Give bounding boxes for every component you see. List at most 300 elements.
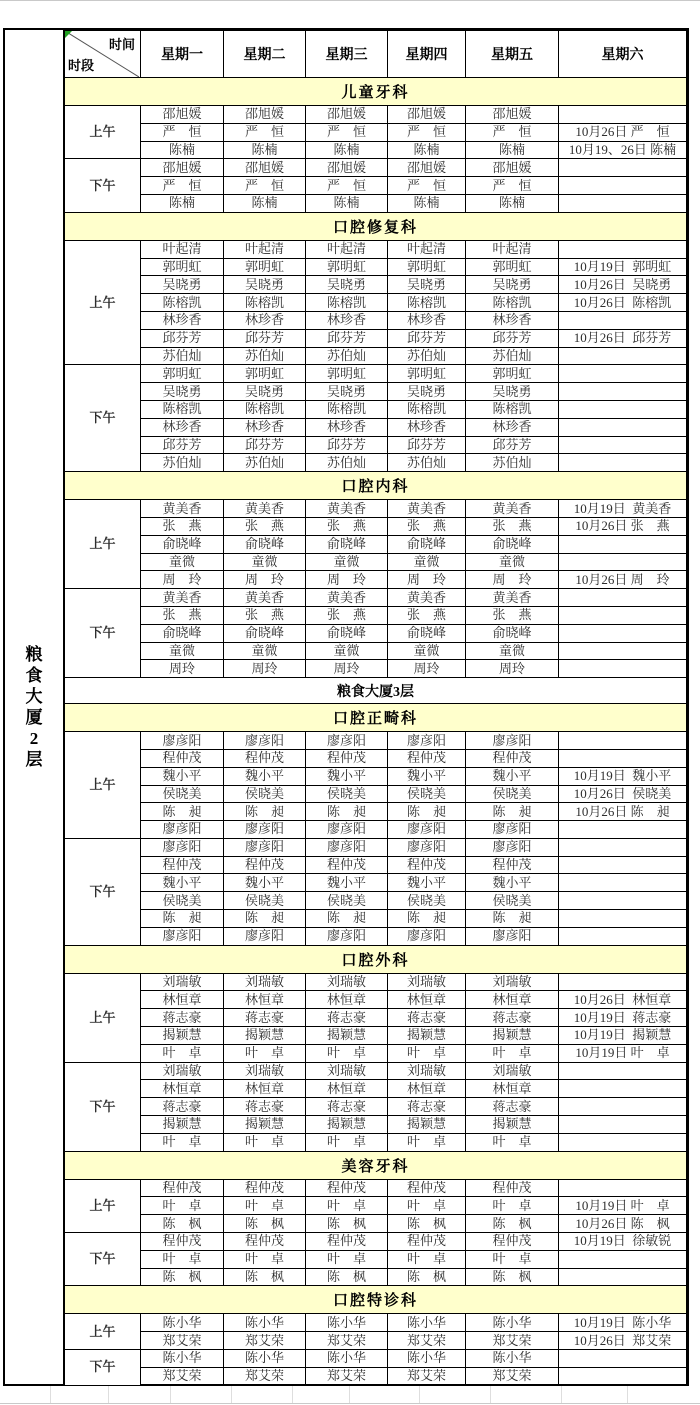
- doctor-cell: 程仲茂: [306, 1233, 388, 1251]
- doctor-cell: 程仲茂: [141, 856, 224, 874]
- doctor-cell: 程仲茂: [388, 1179, 466, 1197]
- saturday-cell: 10月19日 徐敏锐: [559, 1233, 687, 1251]
- doctor-cell: 林珍香: [306, 311, 388, 329]
- doctor-cell: 苏伯灿: [388, 347, 466, 365]
- doctor-cell: 童微: [306, 553, 388, 571]
- day-header-5: 星期五: [466, 31, 559, 78]
- section-header: 口腔修复科: [65, 212, 687, 240]
- doctor-cell: 童微: [141, 642, 224, 660]
- doctor-cell: 程仲茂: [388, 856, 466, 874]
- doctor-cell: 廖彦阳: [388, 838, 466, 856]
- saturday-cell: [559, 383, 687, 401]
- doctor-cell: 林珍香: [224, 311, 306, 329]
- doctor-cell: 林珍香: [388, 418, 466, 436]
- doctor-cell: 林恒章: [141, 991, 224, 1009]
- doctor-cell: 陈 枫: [466, 1268, 559, 1286]
- doctor-cell: 邵旭媛: [141, 159, 224, 177]
- saturday-cell: [559, 838, 687, 856]
- doctor-cell: 廖彦阳: [224, 821, 306, 839]
- doctor-cell: 叶 卓: [141, 1133, 224, 1151]
- doctor-cell: 童微: [466, 642, 559, 660]
- doctor-cell: 揭颖慧: [388, 1116, 466, 1134]
- doctor-cell: 叶 卓: [141, 1197, 224, 1215]
- saturday-cell: [559, 365, 687, 383]
- section-header: 口腔内科: [65, 472, 687, 500]
- section-header: 口腔特诊科: [65, 1286, 687, 1314]
- doctor-cell: 陈小华: [141, 1350, 224, 1368]
- doctor-cell: 严 恒: [224, 123, 306, 141]
- doctor-cell: 叶 卓: [466, 1197, 559, 1215]
- doctor-cell: 俞晓峰: [388, 624, 466, 642]
- doctor-cell: 邵旭媛: [466, 159, 559, 177]
- doctor-cell: 严 恒: [388, 177, 466, 195]
- doctor-cell: 严 恒: [141, 177, 224, 195]
- doctor-cell: 陈楠: [141, 194, 224, 212]
- doctor-cell: 揭颖慧: [224, 1116, 306, 1134]
- saturday-cell: [559, 194, 687, 212]
- doctor-cell: 陈榕凯: [224, 294, 306, 312]
- doctor-cell: 苏伯灿: [388, 454, 466, 472]
- doctor-cell: 郭明虹: [388, 365, 466, 383]
- time-cell-pm: 下午: [65, 1062, 141, 1151]
- doctor-cell: 周 玲: [224, 571, 306, 589]
- doctor-cell: 廖彦阳: [306, 838, 388, 856]
- saturday-cell: [559, 1098, 687, 1116]
- doctor-cell: 陈 昶: [306, 910, 388, 928]
- section-header: 儿童牙科: [65, 78, 687, 106]
- section-header: 口腔外科: [65, 945, 687, 973]
- doctor-cell: 张 燕: [306, 606, 388, 624]
- doctor-cell: 陈 枫: [388, 1215, 466, 1233]
- doctor-cell: 邱芬芳: [466, 329, 559, 347]
- doctor-cell: 林珍香: [388, 311, 466, 329]
- doctor-cell: 周玲: [388, 660, 466, 678]
- doctor-cell: 郭明虹: [306, 258, 388, 276]
- saturday-cell: [559, 1179, 687, 1197]
- schedule-table-frame: [3, 28, 689, 1386]
- doctor-cell: 陈榕凯: [306, 400, 388, 418]
- doctor-cell: 林恒章: [466, 1080, 559, 1098]
- building-label-char: 食: [25, 666, 43, 685]
- doctor-cell: 陈 枫: [306, 1215, 388, 1233]
- doctor-cell: 吴晓勇: [466, 383, 559, 401]
- saturday-cell: [559, 418, 687, 436]
- doctor-cell: 刘瑞敏: [388, 973, 466, 991]
- doctor-cell: 陈小华: [306, 1314, 388, 1332]
- saturday-cell: [559, 1350, 687, 1368]
- doctor-cell: 揭颖慧: [141, 1027, 224, 1045]
- doctor-cell: 郭明虹: [141, 365, 224, 383]
- doctor-cell: 邱芬芳: [388, 436, 466, 454]
- doctor-cell: 黄美香: [141, 500, 224, 518]
- doctor-cell: 邵旭媛: [224, 159, 306, 177]
- doctor-cell: 蒋志豪: [388, 1009, 466, 1027]
- doctor-cell: 黄美香: [306, 589, 388, 607]
- table-header-row: [65, 31, 687, 78]
- doctor-cell: 叶 卓: [224, 1044, 306, 1062]
- doctor-cell: 叶 卓: [306, 1044, 388, 1062]
- saturday-cell: [559, 240, 687, 258]
- doctor-cell: 陈小华: [141, 1314, 224, 1332]
- doctor-cell: 苏伯灿: [224, 454, 306, 472]
- doctor-cell: 侯晓美: [141, 892, 224, 910]
- doctor-cell: 刘瑞敏: [306, 1062, 388, 1080]
- saturday-cell: [559, 1367, 687, 1385]
- schedule-table-wrap: [64, 30, 687, 1384]
- excel-marker-icon: [65, 31, 72, 38]
- building-label-char: 粮: [25, 645, 43, 664]
- saturday-cell: [559, 660, 687, 678]
- doctor-cell: 邱芬芳: [141, 436, 224, 454]
- doctor-cell: 叶 卓: [306, 1250, 388, 1268]
- doctor-cell: 陈小华: [224, 1350, 306, 1368]
- doctor-cell: 揭颖慧: [466, 1116, 559, 1134]
- doctor-cell: 叶 卓: [466, 1133, 559, 1151]
- doctor-cell: 邵旭媛: [388, 159, 466, 177]
- doctor-cell: 叶起清: [306, 240, 388, 258]
- doctor-cell: 侯晓美: [466, 785, 559, 803]
- doctor-cell: 蒋志豪: [466, 1098, 559, 1116]
- doctor-cell: 程仲茂: [466, 1179, 559, 1197]
- doctor-cell: 邱芬芳: [224, 436, 306, 454]
- doctor-cell: 黄美香: [388, 500, 466, 518]
- time-cell-am: 上午: [65, 1179, 141, 1232]
- day-header-3: 星期三: [306, 31, 388, 78]
- doctor-cell: 蒋志豪: [141, 1009, 224, 1027]
- doctor-cell: 邵旭媛: [141, 106, 224, 124]
- doctor-cell: 陈 枫: [306, 1268, 388, 1286]
- doctor-cell: 陈 枫: [466, 1215, 559, 1233]
- doctor-cell: 黄美香: [466, 589, 559, 607]
- grid-line: [50, 1386, 51, 1404]
- doctor-cell: 程仲茂: [141, 1179, 224, 1197]
- doctor-cell: 魏小平: [306, 874, 388, 892]
- doctor-cell: 邵旭媛: [306, 106, 388, 124]
- doctor-cell: 刘瑞敏: [466, 1062, 559, 1080]
- doctor-cell: 童微: [306, 642, 388, 660]
- doctor-cell: 苏伯灿: [141, 347, 224, 365]
- saturday-cell: [559, 606, 687, 624]
- doctor-cell: 陈小华: [466, 1350, 559, 1368]
- doctor-cell: 陈 枫: [141, 1268, 224, 1286]
- doctor-cell: 侯晓美: [224, 892, 306, 910]
- doctor-cell: 侯晓美: [388, 892, 466, 910]
- doctor-cell: 陈楠: [306, 141, 388, 159]
- saturday-cell: [559, 821, 687, 839]
- doctor-cell: 童微: [388, 553, 466, 571]
- saturday-cell: 10月19日 蒋志豪: [559, 1009, 687, 1027]
- doctor-cell: 吴晓勇: [466, 276, 559, 294]
- saturday-cell: [559, 732, 687, 750]
- doctor-cell: 邱芬芳: [466, 436, 559, 454]
- doctor-cell: 周玲: [224, 660, 306, 678]
- time-cell-pm: 下午: [65, 1350, 141, 1386]
- doctor-cell: 吴晓勇: [306, 276, 388, 294]
- doctor-cell: 周玲: [306, 660, 388, 678]
- doctor-cell: 程仲茂: [466, 1233, 559, 1251]
- doctor-cell: 陈楠: [224, 194, 306, 212]
- doctor-cell: 廖彦阳: [466, 838, 559, 856]
- doctor-cell: 张 燕: [224, 517, 306, 535]
- doctor-cell: 刘瑞敏: [141, 973, 224, 991]
- doctor-cell: 苏伯灿: [141, 454, 224, 472]
- doctor-cell: 陈楠: [141, 141, 224, 159]
- saturday-cell: [559, 347, 687, 365]
- day-header-1: 星期一: [141, 31, 224, 78]
- doctor-cell: 陈榕凯: [388, 400, 466, 418]
- doctor-cell: 郭明虹: [466, 365, 559, 383]
- doctor-cell: 陈榕凯: [141, 294, 224, 312]
- doctor-cell: 严 恒: [306, 177, 388, 195]
- doctor-cell: 叶 卓: [306, 1197, 388, 1215]
- doctor-cell: 程仲茂: [141, 1233, 224, 1251]
- doctor-cell: 陈楠: [306, 194, 388, 212]
- doctor-cell: 黄美香: [141, 589, 224, 607]
- saturday-cell: 10月26日 陈 枫: [559, 1215, 687, 1233]
- doctor-cell: 郑艾荣: [141, 1367, 224, 1385]
- grid-line: [0, 0, 700, 1]
- doctor-cell: 苏伯灿: [306, 347, 388, 365]
- doctor-cell: 陈楠: [466, 141, 559, 159]
- doctor-cell: 林珍香: [141, 418, 224, 436]
- doctor-cell: 黄美香: [306, 500, 388, 518]
- doctor-cell: 郭明虹: [388, 258, 466, 276]
- grid-line: [108, 1386, 109, 1404]
- doctor-cell: 邱芬芳: [388, 329, 466, 347]
- doctor-cell: 俞晓峰: [466, 535, 559, 553]
- saturday-cell: [559, 106, 687, 124]
- doctor-cell: 陈小华: [306, 1350, 388, 1368]
- doctor-cell: 林恒章: [466, 991, 559, 1009]
- saturday-cell: 10月26日 邱芬芳: [559, 329, 687, 347]
- doctor-cell: 蒋志豪: [224, 1098, 306, 1116]
- doctor-cell: 郑艾荣: [466, 1367, 559, 1385]
- doctor-cell: 苏伯灿: [306, 454, 388, 472]
- doctor-cell: 周 玲: [466, 571, 559, 589]
- doctor-cell: 周 玲: [388, 571, 466, 589]
- doctor-cell: 陈小华: [466, 1314, 559, 1332]
- saturday-cell: 10月19、26日 陈楠: [559, 141, 687, 159]
- doctor-cell: 苏伯灿: [466, 454, 559, 472]
- doctor-cell: 刘瑞敏: [388, 1062, 466, 1080]
- doctor-cell: 魏小平: [466, 767, 559, 785]
- doctor-cell: 黄美香: [388, 589, 466, 607]
- doctor-cell: 陈 昶: [388, 910, 466, 928]
- doctor-cell: 林恒章: [224, 991, 306, 1009]
- doctor-cell: 林恒章: [388, 1080, 466, 1098]
- doctor-cell: 陈 昶: [388, 803, 466, 821]
- saturday-cell: 10月26日 吴晓勇: [559, 276, 687, 294]
- saturday-cell: 10月26日 陈榕凯: [559, 294, 687, 312]
- doctor-cell: 郑艾荣: [306, 1332, 388, 1350]
- time-cell-am: 上午: [65, 500, 141, 589]
- doctor-cell: 叶起清: [388, 240, 466, 258]
- time-cell-am: 上午: [65, 240, 141, 365]
- doctor-cell: 黄美香: [224, 589, 306, 607]
- time-cell-pm: 下午: [65, 159, 141, 212]
- doctor-cell: 魏小平: [388, 874, 466, 892]
- doctor-cell: 林恒章: [388, 991, 466, 1009]
- doctor-cell: 陈 昶: [141, 803, 224, 821]
- doctor-cell: 吴晓勇: [141, 276, 224, 294]
- building-label-char: 2: [29, 729, 39, 748]
- saturday-cell: [559, 642, 687, 660]
- doctor-cell: 侯晓美: [306, 785, 388, 803]
- doctor-cell: 张 燕: [141, 606, 224, 624]
- doctor-cell: 侯晓美: [388, 785, 466, 803]
- saturday-cell: [559, 874, 687, 892]
- doctor-cell: 俞晓峰: [141, 535, 224, 553]
- grid-line: [627, 1386, 628, 1404]
- doctor-cell: 廖彦阳: [141, 732, 224, 750]
- doctor-cell: 陈 枫: [224, 1268, 306, 1286]
- doctor-cell: 陈榕凯: [466, 400, 559, 418]
- doctor-cell: 廖彦阳: [224, 838, 306, 856]
- doctor-cell: 林珍香: [224, 418, 306, 436]
- doctor-cell: 俞晓峰: [306, 624, 388, 642]
- doctor-cell: 廖彦阳: [466, 821, 559, 839]
- doctor-cell: 廖彦阳: [141, 821, 224, 839]
- doctor-cell: 张 燕: [466, 517, 559, 535]
- doctor-cell: 陈楠: [466, 194, 559, 212]
- doctor-cell: 叶 卓: [388, 1250, 466, 1268]
- doctor-cell: 魏小平: [141, 767, 224, 785]
- doctor-cell: 叶 卓: [388, 1197, 466, 1215]
- doctor-cell: 吴晓勇: [388, 276, 466, 294]
- doctor-cell: 俞晓峰: [466, 624, 559, 642]
- doctor-cell: 程仲茂: [224, 856, 306, 874]
- doctor-cell: 张 燕: [466, 606, 559, 624]
- doctor-cell: 周 玲: [306, 571, 388, 589]
- doctor-cell: 刘瑞敏: [306, 973, 388, 991]
- doctor-cell: 叶 卓: [388, 1044, 466, 1062]
- doctor-cell: 张 燕: [306, 517, 388, 535]
- doctor-cell: 周玲: [141, 660, 224, 678]
- saturday-cell: [559, 749, 687, 767]
- saturday-cell: [559, 177, 687, 195]
- doctor-cell: 程仲茂: [388, 1233, 466, 1251]
- doctor-cell: 郑艾荣: [141, 1332, 224, 1350]
- doctor-cell: 郭明虹: [306, 365, 388, 383]
- saturday-cell: [559, 892, 687, 910]
- doctor-cell: 叶 卓: [306, 1133, 388, 1151]
- day-header-4: 星期四: [388, 31, 466, 78]
- doctor-cell: 陈小华: [224, 1314, 306, 1332]
- time-cell-am: 上午: [65, 1314, 141, 1350]
- saturday-cell: [559, 856, 687, 874]
- schedule-table: [64, 30, 687, 1386]
- corner-label-time: 时间: [108, 37, 135, 52]
- saturday-cell: [559, 553, 687, 571]
- section-header: 美容牙科: [65, 1151, 687, 1179]
- doctor-cell: 俞晓峰: [388, 535, 466, 553]
- section-header: 口腔正畸科: [65, 704, 687, 732]
- doctor-cell: 程仲茂: [224, 1233, 306, 1251]
- doctor-cell: 林珍香: [141, 311, 224, 329]
- doctor-cell: 陈 昶: [224, 910, 306, 928]
- doctor-cell: 侯晓美: [466, 892, 559, 910]
- doctor-cell: 严 恒: [141, 123, 224, 141]
- doctor-cell: 叶 卓: [224, 1250, 306, 1268]
- doctor-cell: 吴晓勇: [141, 383, 224, 401]
- saturday-cell: [559, 1080, 687, 1098]
- doctor-cell: 叶 卓: [224, 1197, 306, 1215]
- doctor-cell: 陈 昶: [306, 803, 388, 821]
- doctor-cell: 陈楠: [224, 141, 306, 159]
- doctor-cell: 苏伯灿: [466, 347, 559, 365]
- saturday-cell: [559, 624, 687, 642]
- doctor-cell: 吴晓勇: [388, 383, 466, 401]
- doctor-cell: 叶 卓: [141, 1250, 224, 1268]
- doctor-cell: 叶起清: [224, 240, 306, 258]
- time-cell-pm: 下午: [65, 1233, 141, 1286]
- saturday-cell: [559, 436, 687, 454]
- saturday-cell: 10月19日 揭颖慧: [559, 1027, 687, 1045]
- doctor-cell: 叶 卓: [466, 1250, 559, 1268]
- doctor-cell: 廖彦阳: [388, 927, 466, 945]
- doctor-cell: 陈 昶: [224, 803, 306, 821]
- doctor-cell: 刘瑞敏: [224, 973, 306, 991]
- doctor-cell: 程仲茂: [306, 1179, 388, 1197]
- doctor-cell: 郑艾荣: [224, 1367, 306, 1385]
- doctor-cell: 吴晓勇: [224, 276, 306, 294]
- building-label: [5, 30, 64, 1384]
- doctor-cell: 侯晓美: [224, 785, 306, 803]
- doctor-cell: 刘瑞敏: [141, 1062, 224, 1080]
- doctor-cell: 蒋志豪: [141, 1098, 224, 1116]
- doctor-cell: 揭颖慧: [466, 1027, 559, 1045]
- saturday-cell: 10月26日 陈 昶: [559, 803, 687, 821]
- doctor-cell: 苏伯灿: [224, 347, 306, 365]
- doctor-cell: 童微: [466, 553, 559, 571]
- doctor-cell: 陈小华: [388, 1314, 466, 1332]
- doctor-cell: 蒋志豪: [388, 1098, 466, 1116]
- doctor-cell: 严 恒: [388, 123, 466, 141]
- grid-line: [349, 1386, 350, 1404]
- doctor-cell: 林珍香: [306, 418, 388, 436]
- doctor-cell: 陈榕凯: [388, 294, 466, 312]
- doctor-cell: 叶 卓: [224, 1133, 306, 1151]
- doctor-cell: 刘瑞敏: [224, 1062, 306, 1080]
- doctor-cell: 林珍香: [466, 311, 559, 329]
- doctor-cell: 郑艾荣: [466, 1332, 559, 1350]
- doctor-cell: 陈楠: [388, 141, 466, 159]
- doctor-cell: 张 燕: [388, 517, 466, 535]
- saturday-cell: 10月26日 林恒章: [559, 991, 687, 1009]
- doctor-cell: 郑艾荣: [388, 1332, 466, 1350]
- doctor-cell: 廖彦阳: [306, 821, 388, 839]
- saturday-cell: 10月19日 陈小华: [559, 1314, 687, 1332]
- grid-line: [561, 1386, 562, 1404]
- doctor-cell: 廖彦阳: [224, 927, 306, 945]
- doctor-cell: 廖彦阳: [388, 821, 466, 839]
- doctor-cell: 郑艾荣: [388, 1367, 466, 1385]
- saturday-cell: 10月26日 严 恒: [559, 123, 687, 141]
- doctor-cell: 蒋志豪: [306, 1009, 388, 1027]
- doctor-cell: 林珍香: [466, 418, 559, 436]
- saturday-cell: 10月19日 郭明虹: [559, 258, 687, 276]
- saturday-cell: [559, 910, 687, 928]
- day-header-2: 星期二: [224, 31, 306, 78]
- doctor-cell: 严 恒: [306, 123, 388, 141]
- doctor-cell: 陈 枫: [388, 1268, 466, 1286]
- saturday-cell: 10月19日 魏小平: [559, 767, 687, 785]
- saturday-cell: 10月26日 张 燕: [559, 517, 687, 535]
- doctor-cell: 蒋志豪: [466, 1009, 559, 1027]
- doctor-cell: 周玲: [466, 660, 559, 678]
- doctor-cell: 陈 枫: [224, 1215, 306, 1233]
- saturday-cell: [559, 400, 687, 418]
